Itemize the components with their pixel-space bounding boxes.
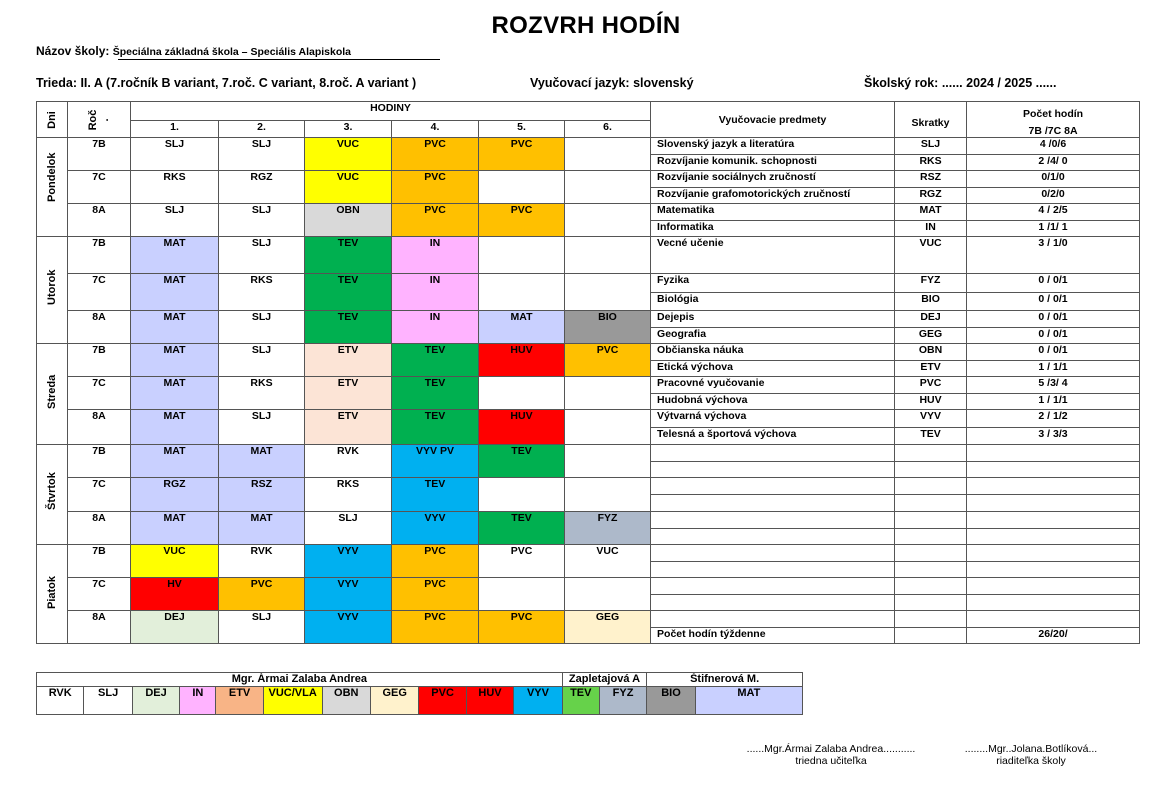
subject-abbr: VYV	[895, 410, 967, 428]
legend-code: PVC	[419, 687, 466, 715]
class-info: Trieda: II. A (7.ročník B variant, 7.roč. C variant, 8.roč. A variant )	[36, 76, 417, 90]
schedule-row	[37, 274, 1140, 293]
schedule-row	[37, 237, 1140, 274]
lesson-cell: SLJ	[219, 344, 305, 377]
grade-cell: 8A	[68, 611, 131, 644]
lesson-cell: TEV	[479, 445, 565, 478]
day-label: Piatok	[46, 575, 58, 609]
weekly-total-label: Počet hodín týždenne	[651, 628, 895, 644]
lesson-cell: TEV	[305, 274, 392, 311]
lesson-cell: OBN	[305, 204, 392, 237]
subject-count: 2 / 1/2	[967, 410, 1140, 428]
schedule-row	[37, 545, 1140, 562]
language-info: Vyučovací jazyk: slovenský	[530, 76, 694, 90]
day-label: Pondelok	[46, 152, 58, 202]
lesson-cell	[479, 171, 565, 204]
subject-name: Matematika	[651, 204, 895, 221]
lesson-cell	[565, 237, 651, 274]
lesson-cell: RKS	[305, 478, 392, 512]
lesson-cell	[479, 377, 565, 410]
grade-header-label: Roč .	[87, 109, 111, 130]
lesson-cell: MAT	[131, 311, 219, 344]
subject-name: Rozvíjanie komunik. schopnosti	[651, 155, 895, 171]
empty-subject-cell	[651, 478, 895, 495]
count-header	[967, 102, 1140, 138]
teacher-role: triedna učiteľka	[795, 755, 867, 767]
schedule-row	[37, 478, 1140, 495]
empty-abbr-cell	[895, 595, 967, 611]
weekly-total-abbr	[895, 628, 967, 644]
empty-subject-cell	[651, 445, 895, 462]
grade-cell: 7C	[68, 578, 131, 611]
subject-name: Geografia	[651, 328, 895, 344]
subject-abbr: RSZ	[895, 171, 967, 188]
lesson-cell: RGZ	[131, 478, 219, 512]
lesson-cell	[565, 274, 651, 311]
subject-count: 4 /0/6	[967, 138, 1140, 155]
schedule-row	[37, 171, 1140, 188]
grade-cell: 7C	[68, 377, 131, 410]
empty-subject-cell	[651, 462, 895, 478]
legend-code: IN	[180, 687, 216, 715]
subject-count: 0 / 0/1	[967, 293, 1140, 311]
lesson-cell: PVC	[479, 138, 565, 171]
empty-abbr-cell	[895, 578, 967, 595]
subject-abbr: RGZ	[895, 188, 967, 204]
lesson-cell	[565, 171, 651, 204]
day-label: Utorok	[46, 269, 58, 305]
school-underline	[118, 59, 440, 60]
lesson-cell: MAT	[131, 512, 219, 545]
subject-count: 0 / 0/1	[967, 328, 1140, 344]
grade-cell: 7B	[68, 344, 131, 377]
grade-cell: 8A	[68, 311, 131, 344]
hour-number: 3.	[305, 121, 392, 138]
count-header-label: Počet hodín	[1022, 108, 1084, 120]
weekly-total-value: 26/20/	[967, 628, 1140, 644]
subject-name: Biológia	[651, 293, 895, 311]
lesson-cell: MAT	[131, 237, 219, 274]
day-label: Štvrtok	[46, 471, 58, 510]
school-label: Názov školy:	[36, 44, 110, 58]
empty-count-cell	[967, 529, 1140, 545]
lesson-cell: SLJ	[131, 204, 219, 237]
page-title: ROZVRH HODÍN	[491, 12, 681, 39]
subject-name: Etická výchova	[651, 361, 895, 377]
subject-abbr: OBN	[895, 344, 967, 361]
subject-abbr: BIO	[895, 293, 967, 311]
lesson-cell: SLJ	[219, 311, 305, 344]
empty-count-cell	[967, 578, 1140, 595]
director-signature	[956, 743, 1106, 767]
grade-cell: 8A	[68, 512, 131, 545]
teacher-signature	[736, 743, 926, 767]
teacher-name: ......Mgr.Ármai Zalaba Andrea...........	[746, 743, 916, 755]
lesson-cell	[565, 445, 651, 478]
lesson-cell: PVC	[479, 545, 565, 578]
lesson-cell: PVC	[392, 138, 479, 171]
subject-abbr: TEV	[895, 428, 967, 445]
lesson-cell	[565, 138, 651, 171]
legend-code: ETV	[216, 687, 263, 715]
lesson-cell: VYV PV	[392, 445, 479, 478]
lesson-cell: TEV	[392, 478, 479, 512]
grade-cell: 7B	[68, 138, 131, 171]
empty-subject-cell	[651, 512, 895, 529]
empty-count-cell	[967, 462, 1140, 478]
lesson-cell: SLJ	[219, 237, 305, 274]
subject-name: Fyzika	[651, 274, 895, 293]
lesson-cell: ETV	[305, 377, 392, 410]
lesson-cell: PVC	[479, 204, 565, 237]
schedule-row	[37, 578, 1140, 595]
school-year: Školský rok: ...... 2024 / 2025 ......	[864, 76, 1057, 90]
schedule-table	[36, 101, 1140, 644]
lesson-cell: TEV	[392, 344, 479, 377]
subject-name: Slovenský jazyk a literatúra	[651, 138, 895, 155]
legend-codes-row	[37, 687, 803, 715]
empty-count-cell	[967, 445, 1140, 462]
lesson-cell	[479, 274, 565, 311]
grade-cell: 8A	[68, 204, 131, 237]
legend-teacher-row	[37, 673, 803, 687]
lesson-cell	[479, 578, 565, 611]
day-label-cell	[37, 445, 68, 545]
empty-count-cell	[967, 562, 1140, 578]
school-name-row	[36, 44, 351, 58]
lesson-cell: IN	[392, 237, 479, 274]
empty-subject-cell	[651, 562, 895, 578]
day-header	[37, 102, 68, 138]
empty-subject-cell	[651, 545, 895, 562]
subject-abbr: IN	[895, 221, 967, 237]
lesson-cell: IN	[392, 311, 479, 344]
empty-subject-cell	[651, 578, 895, 595]
director-role: riaditeľka školy	[996, 755, 1066, 767]
schedule-row	[37, 512, 1140, 529]
lesson-cell: TEV	[392, 377, 479, 410]
lesson-cell: SLJ	[219, 138, 305, 171]
day-label: Streda	[46, 374, 58, 409]
lesson-cell: IN	[392, 274, 479, 311]
subject-count: 1 /1/ 1	[967, 221, 1140, 237]
day-label-cell	[37, 344, 68, 445]
subject-count: 2 /4/ 0	[967, 155, 1140, 171]
lesson-cell	[565, 410, 651, 445]
lesson-cell: RKS	[219, 274, 305, 311]
lesson-cell: MAT	[219, 512, 305, 545]
lesson-cell: RGZ	[219, 171, 305, 204]
day-label-cell	[37, 545, 68, 644]
subject-abbr: HUV	[895, 394, 967, 410]
legend-code: OBN	[322, 687, 370, 715]
legend-code: DEJ	[132, 687, 179, 715]
empty-abbr-cell	[895, 478, 967, 495]
grade-cell: 7C	[68, 171, 131, 204]
subject-count: 1 / 1/1	[967, 394, 1140, 410]
lesson-cell: RVK	[305, 445, 392, 478]
lesson-cell: TEV	[305, 237, 392, 274]
lesson-cell: MAT	[131, 344, 219, 377]
subject-count: 3 / 3/3	[967, 428, 1140, 445]
lesson-cell: PVC	[219, 578, 305, 611]
abbr-header: Skratky	[895, 102, 967, 138]
lesson-cell: PVC	[565, 344, 651, 377]
subject-count: 1 / 1/1	[967, 361, 1140, 377]
schedule-row	[37, 410, 1140, 428]
subject-count: 0 / 0/1	[967, 311, 1140, 328]
legend-code: VUC/VLA	[263, 687, 322, 715]
grade-cell: 7C	[68, 274, 131, 311]
legend-teacher-2: Zapletajová A	[562, 673, 647, 687]
empty-subject-cell	[651, 529, 895, 545]
subject-abbr: FYZ	[895, 274, 967, 293]
empty-subject-cell	[651, 611, 895, 628]
lesson-cell: GEG	[565, 611, 651, 644]
director-name: ........Mgr..Jolana.Botlíková...	[964, 743, 1098, 755]
lesson-cell: SLJ	[131, 138, 219, 171]
legend-code: TEV	[562, 687, 599, 715]
lesson-cell: VUC	[305, 138, 392, 171]
hour-number: 6.	[565, 121, 651, 138]
subject-abbr: MAT	[895, 204, 967, 221]
legend-code: GEG	[370, 687, 418, 715]
lesson-cell: PVC	[392, 611, 479, 644]
subject-name: Výtvarná výchova	[651, 410, 895, 428]
lesson-cell: BIO	[565, 311, 651, 344]
lesson-cell: PVC	[392, 204, 479, 237]
lesson-cell	[565, 578, 651, 611]
hour-number: 1.	[131, 121, 219, 138]
hours-header: HODINY	[131, 102, 651, 121]
day-label-cell	[37, 237, 68, 344]
lesson-cell: TEV	[305, 311, 392, 344]
empty-abbr-cell	[895, 545, 967, 562]
legend-code: HUV	[466, 687, 513, 715]
empty-abbr-cell	[895, 611, 967, 628]
legend-code: FYZ	[599, 687, 646, 715]
subjects-header: Vyučovacie predmety	[651, 102, 895, 138]
lesson-cell: RKS	[131, 171, 219, 204]
schedule-row	[37, 445, 1140, 462]
subject-count: 0/1/0	[967, 171, 1140, 188]
lesson-cell	[479, 237, 565, 274]
lesson-cell: VUC	[305, 171, 392, 204]
empty-subject-cell	[651, 495, 895, 512]
lesson-cell: MAT	[479, 311, 565, 344]
empty-count-cell	[967, 545, 1140, 562]
empty-abbr-cell	[895, 445, 967, 462]
empty-subject-cell	[651, 595, 895, 611]
hour-number: 4.	[392, 121, 479, 138]
lesson-cell: TEV	[479, 512, 565, 545]
header-row	[37, 102, 1140, 121]
lesson-cell: VYV	[305, 611, 392, 644]
lesson-cell: ETV	[305, 344, 392, 377]
legend-teacher-3: Štifnerová M.	[647, 673, 803, 687]
lesson-cell	[565, 377, 651, 410]
subject-count: 4 / 2/5	[967, 204, 1140, 221]
lesson-cell: VUC	[131, 545, 219, 578]
lesson-cell: VUC	[565, 545, 651, 578]
legend-code: MAT	[695, 687, 802, 715]
lesson-cell: ETV	[305, 410, 392, 445]
lesson-cell: SLJ	[305, 512, 392, 545]
lesson-cell: MAT	[131, 445, 219, 478]
legend-code: BIO	[647, 687, 695, 715]
lesson-cell: VYV	[392, 512, 479, 545]
lesson-cell: HUV	[479, 344, 565, 377]
school-name: Špeciálna základná škola – Speciális Alapiskola	[112, 46, 352, 58]
hour-number: 5.	[479, 121, 565, 138]
schedule-row	[37, 138, 1140, 155]
hour-number: 2.	[219, 121, 305, 138]
subject-name: Informatika	[651, 221, 895, 237]
subject-name: Občianska náuka	[651, 344, 895, 361]
subject-abbr: ETV	[895, 361, 967, 377]
empty-count-cell	[967, 595, 1140, 611]
subject-name: Hudobná výchova	[651, 394, 895, 410]
day-label-cell	[37, 138, 68, 237]
grade-cell: 7B	[68, 545, 131, 578]
subject-abbr: VUC	[895, 237, 967, 274]
lesson-cell: DEJ	[131, 611, 219, 644]
lesson-cell: VYV	[305, 545, 392, 578]
lesson-cell: FYZ	[565, 512, 651, 545]
schedule-row	[37, 204, 1140, 221]
lesson-cell: SLJ	[219, 204, 305, 237]
subject-abbr: PVC	[895, 377, 967, 394]
legend-teacher-1: Mgr. Ármai Zalaba Andrea	[37, 673, 563, 687]
subject-count: 5 /3/ 4	[967, 377, 1140, 394]
subject-count: 0 / 0/1	[967, 274, 1140, 293]
legend-code: RVK	[37, 687, 84, 715]
subject-name: Vecné učenie	[651, 237, 895, 274]
subject-count: 0/2/0	[967, 188, 1140, 204]
subject-abbr: RKS	[895, 155, 967, 171]
legend-code: VYV	[514, 687, 562, 715]
empty-abbr-cell	[895, 495, 967, 512]
subject-name: Telesná a športová výchova	[651, 428, 895, 445]
grade-cell: 7C	[68, 478, 131, 512]
lesson-cell: PVC	[479, 611, 565, 644]
lesson-cell: PVC	[392, 545, 479, 578]
lesson-cell: SLJ	[219, 611, 305, 644]
empty-abbr-cell	[895, 512, 967, 529]
schedule-row	[37, 344, 1140, 361]
subject-count: 3 / 1/0	[967, 237, 1140, 274]
lesson-cell: RSZ	[219, 478, 305, 512]
subject-name: Pracovné vyučovanie	[651, 377, 895, 394]
legend-table	[36, 672, 803, 715]
schedule-row	[37, 311, 1140, 328]
subject-name: Dejepis	[651, 311, 895, 328]
lesson-cell	[479, 478, 565, 512]
lesson-cell: MAT	[131, 377, 219, 410]
lesson-cell	[565, 204, 651, 237]
lesson-cell: PVC	[392, 578, 479, 611]
empty-count-cell	[967, 512, 1140, 529]
grade-cell: 8A	[68, 410, 131, 445]
lesson-cell: MAT	[131, 274, 219, 311]
empty-count-cell	[967, 478, 1140, 495]
subject-abbr: GEG	[895, 328, 967, 344]
empty-abbr-cell	[895, 529, 967, 545]
lesson-cell: SLJ	[219, 410, 305, 445]
lesson-cell: PVC	[392, 171, 479, 204]
schedule-row	[37, 377, 1140, 394]
empty-count-cell	[967, 611, 1140, 628]
lesson-cell: MAT	[219, 445, 305, 478]
lesson-cell: HUV	[479, 410, 565, 445]
count-header-sub: 7B /7C 8A	[1028, 125, 1078, 137]
lesson-cell: RKS	[219, 377, 305, 410]
lesson-cell: VYV	[305, 578, 392, 611]
empty-abbr-cell	[895, 462, 967, 478]
subject-abbr: SLJ	[895, 138, 967, 155]
grade-cell: 7B	[68, 445, 131, 478]
subject-count: 0 / 0/1	[967, 344, 1140, 361]
empty-abbr-cell	[895, 562, 967, 578]
subject-abbr: DEJ	[895, 311, 967, 328]
lesson-cell: RVK	[219, 545, 305, 578]
lesson-cell	[565, 478, 651, 512]
day-header-label: Dni	[46, 110, 58, 129]
schedule-row	[37, 611, 1140, 628]
lesson-cell: MAT	[131, 410, 219, 445]
grade-cell: 7B	[68, 237, 131, 274]
legend-code: SLJ	[84, 687, 132, 715]
grade-header	[68, 102, 131, 138]
subject-name: Rozvíjanie grafomotorických zručností	[651, 188, 895, 204]
empty-count-cell	[967, 495, 1140, 512]
lesson-cell: TEV	[392, 410, 479, 445]
subject-name: Rozvíjanie sociálnych zručností	[651, 171, 895, 188]
lesson-cell: HV	[131, 578, 219, 611]
